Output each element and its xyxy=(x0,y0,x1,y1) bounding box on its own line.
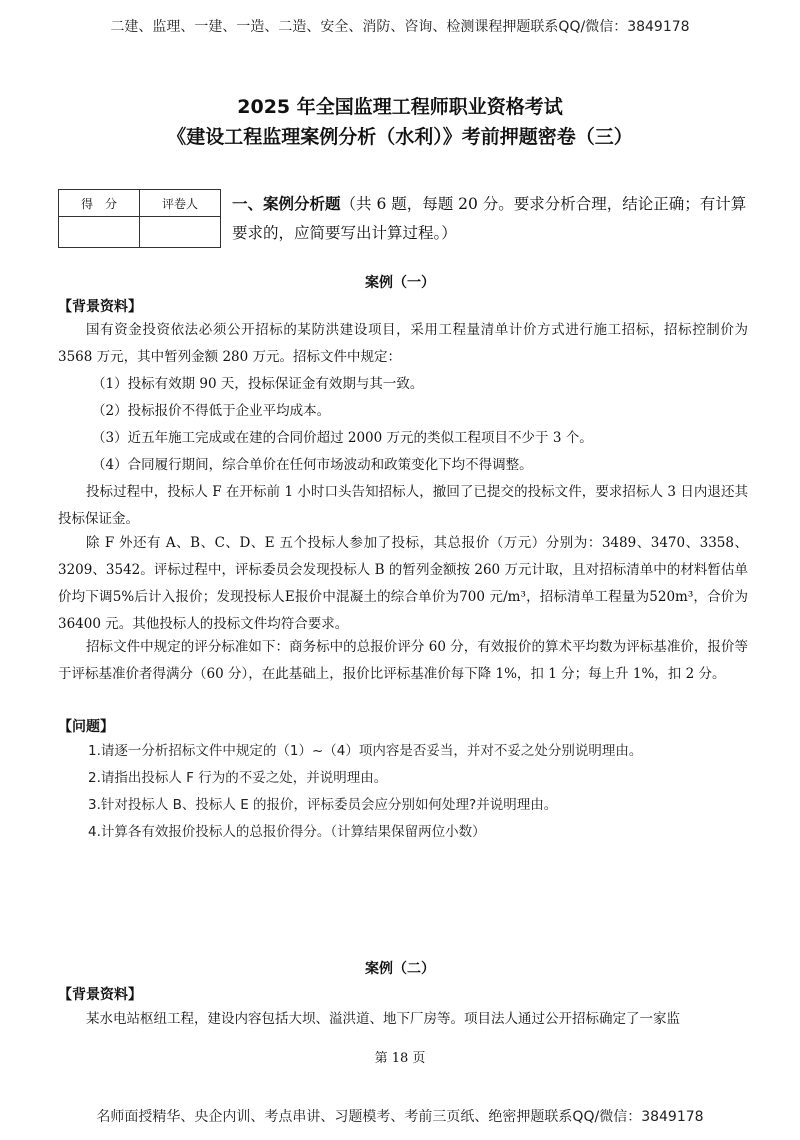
score-header: 得 分 xyxy=(59,190,140,217)
score-table xyxy=(58,189,221,248)
case1-item-3: （3）近五年施工完成或在建的合同价超过 2000 万元的类似工程项目不少于 3 个。 xyxy=(92,430,593,446)
footer-banner: 名师面授精华、央企内训、考点串讲、习题模考、考前三页纸、绝密押题联系QQ/微信：3849178 xyxy=(96,1109,704,1125)
score-cell[interactable] xyxy=(59,217,140,248)
case1-para-scoring: 招标文件中规定的评分标准如下：商务标中的总报价评分 60 分，有效报价的算术平均数为评标基准价，报价等于评标基准价者得满分（60 分），在此基础上，报价比评标基准价每下降 1%，扣 1 分；每上升 1%，扣 2 分。 xyxy=(58,639,748,682)
header-banner: 二建、监理、一建、一造、二造、安全、消防、咨询、检测课程押题联系QQ/微信：3849178 xyxy=(110,19,690,35)
grader-cell[interactable] xyxy=(140,217,221,248)
grader-header: 评卷人 xyxy=(140,190,221,217)
case1-question-4: 4.计算各有效报价投标人的总报价得分。（计算结果保留两位小数） xyxy=(88,824,486,840)
case1-item-1: （1）投标有效期 90 天，投标保证金有效期与其一致。 xyxy=(92,376,424,392)
section-heading xyxy=(232,190,752,248)
case2-background-label: 【背景资料】 xyxy=(58,987,142,1003)
case1-background-label: 【背景资料】 xyxy=(58,299,142,315)
case1-title: 案例（一） xyxy=(365,275,435,291)
case1-question-2: 2.请指出投标人 F 行为的不妥之处，并说明理由。 xyxy=(88,770,388,786)
case2-title: 案例（二） xyxy=(365,961,435,977)
case1-question-1: 1.请逐一分析招标文件中规定的（1）~（4）项内容是否妥当，并对不妥之处分别说明理由。 xyxy=(88,743,643,759)
section-heading-desc: （共 6 题，每题 20 分。要求分析合理，结论正确；有计算要求的，应简要写出计算过程。） xyxy=(232,195,747,242)
case1-item-4: （4）合同履行期间，综合单价在任何市场波动和政策变化下均不得调整。 xyxy=(92,457,533,473)
case1-item-2: （2）投标报价不得低于企业平均成本。 xyxy=(92,403,331,419)
case1-para-bids: 除 F 外还有 A、B、C、D、E 五个投标人参加了投标，其总报价（万元）分别为：3489、3470、3358、3209、3542。评标过程中，评标委员会发现投标人 B 的暂列金额按 260 万元计取，且对招标清单中的材料暂估单价均下调5%后计入报价；发现投标人E报价中混凝土的综合单价为700 元/m³，招标清单工程量为520m³，合价为 36400 元。其他投标人的投标文件均符合要求。 xyxy=(58,535,748,632)
case1-para-withdrawal: 投标过程中，投标人 F 在开标前 1 小时口头告知招标人，撤回了已提交的投标文件，要求招标人 3 日内退还其投标保证金。 xyxy=(58,484,748,527)
case1-question-3: 3.针对投标人 B、投标人 E 的报价，评标委员会应分别如何处理?并说明理由。 xyxy=(88,797,558,813)
case1-questions-label: 【问题】 xyxy=(58,719,114,735)
page-number: 第 18 页 xyxy=(374,1051,426,1066)
paper-title: 《建设工程监理案例分析（水利）》考前押题密卷（三） xyxy=(167,126,633,148)
section-heading-title: 一、案例分析题 xyxy=(232,195,341,213)
exam-title: 2025 年全国监理工程师职业资格考试 xyxy=(237,96,563,118)
case2-intro: 某水电站枢纽工程，建设内容包括大坝、溢洪道、地下厂房等。项目法人通过公开招标确定了一家监 xyxy=(86,1011,680,1027)
case1-intro: 国有资金投资依法必须公开招标的某防洪建设项目，采用工程量清单计价方式进行施工招标，招标控制价为 3568 万元，其中暂列金额 280 万元。招标文件中规定： xyxy=(58,322,748,365)
